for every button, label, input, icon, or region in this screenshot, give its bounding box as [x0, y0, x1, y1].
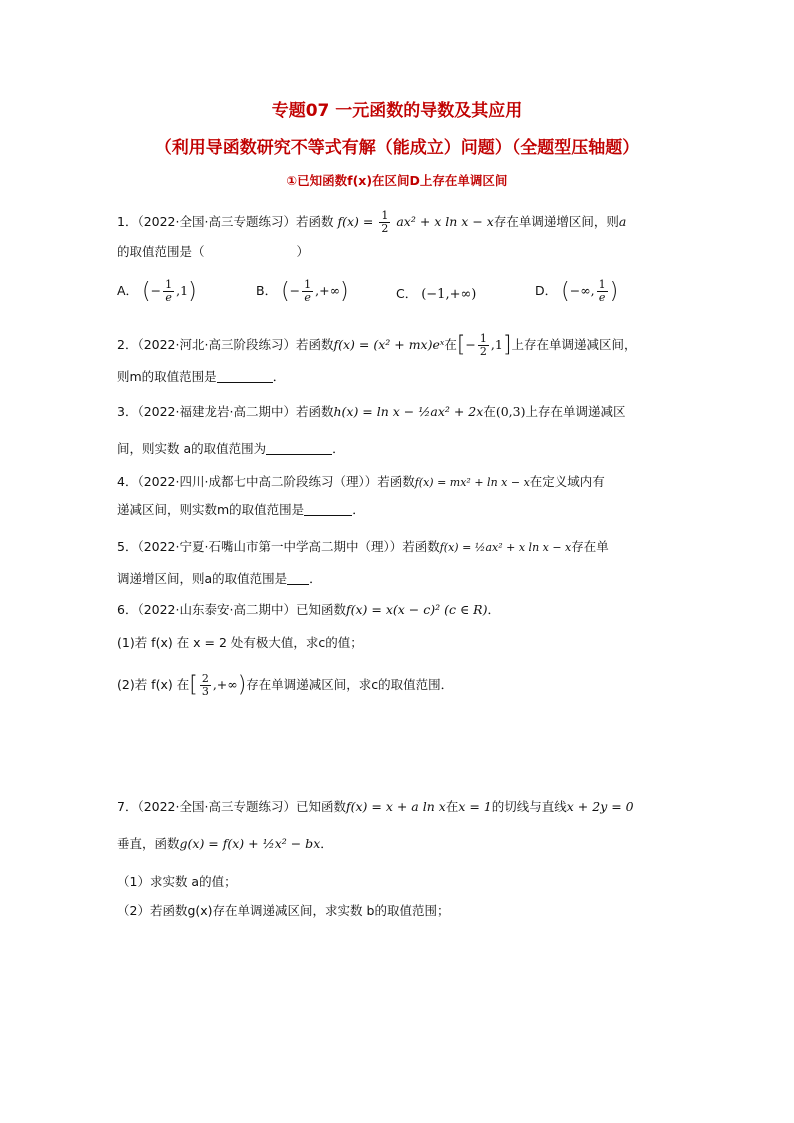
answer-blank[interactable]: [217, 368, 273, 383]
fraction-half: $\frac{1}{2}$: [381, 209, 389, 235]
question-6-part-1: (1)若 f(x) 在 x = 2 处有极大值，求c的值；: [117, 635, 363, 650]
question-3-line-2: 间，则实数 a的取值范围为 ．: [117, 441, 345, 456]
math-expression: f(x) = x + a ln x: [345, 799, 446, 814]
question-7-part-2: （2）若函数g(x)存在单调递减区间，求实数 b的取值范围；: [117, 903, 450, 918]
question-5-line-2: 调递增区间，则a的取值范围是 ．: [117, 571, 322, 586]
question-7-line-1: 7．（2022·全国·高三专题练习）已知函数f(x) = x + a ln x在x = 1的切线与直线x + 2y = 0: [117, 799, 634, 814]
answer-blank[interactable]: [304, 501, 352, 516]
math-expression: f(x) = (x² + mx)eˣ: [333, 337, 445, 352]
math-expression: f(x) = ½ax² + x ln x − x: [439, 541, 572, 554]
page-subtitle: （利用导函数研究不等式有解（能成立）问题）（全题型压轴题）: [154, 138, 640, 158]
question-4-line-1: 4．（2022·四川·成都七中高二阶段练习（理））若函数f(x) = mx² + ln x − x在定义域内有: [117, 474, 605, 489]
math-expression: h(x) = ln x − ½ax² + 2x: [333, 404, 484, 419]
question-number: 1．: [117, 214, 138, 229]
section-heading: ①已知函数f(x)在区间D上存在单调区间: [286, 173, 508, 188]
question-7-line-2: 垂直，函数g(x) = f(x) + ½x² − bx．: [117, 836, 333, 851]
question-7-part-1: （1）求实数 a的值；: [117, 874, 237, 889]
question-1-line-2: 的取值范围是（ ）: [117, 244, 310, 259]
question-3-line-1: 3．（2022·福建龙岩·高二期中）若函数h(x) = ln x − ½ax² + 2x在(0,3)上存在单调递减区: [117, 404, 626, 419]
math-expression: f(x) = mx² + ln x − x: [414, 476, 530, 489]
question-2-line-2: 则m的取值范围是 ．: [117, 369, 286, 384]
math-expression: ax² + x ln x − x: [396, 214, 494, 229]
question-6-part-2: (2)若 f(x) 在[ $\frac{2}{3}$ ,+∞)存在单调递减区间，求c的取值范围．: [117, 672, 454, 698]
question-6-line-1: 6．（2022·山东泰安·高二期中）已知函数f(x) = x(x − c)² (c ∈ R)．: [117, 602, 500, 617]
math-expression: f(x) =: [337, 214, 374, 229]
question-2-line-1: 2．（2022·河北·高三阶段练习）若函数f(x) = (x² + mx)eˣ在[− $\frac{1}{2}$ ,1]上存在单调递减区间，: [117, 332, 637, 358]
option-c[interactable]: C． (−1,+∞): [396, 286, 477, 302]
option-b[interactable]: B． (− $\frac{1}{e}$ ,+∞): [256, 278, 349, 304]
answer-blank[interactable]: [266, 440, 332, 455]
question-4-line-2: 递减区间，则实数m的取值范围是 ．: [117, 502, 365, 517]
math-expression: g(x) = f(x) + ½x² − bx: [179, 836, 321, 851]
math-expression: f(x) = x(x − c)² (c ∈ R): [345, 602, 488, 617]
question-5-line-1: 5．（2022·宁夏·石嘴山市第一中学高二期中（理））若函数f(x) = ½ax² + x ln x − x存在单: [117, 539, 609, 554]
question-1-line-1: 1．（2022·全国·高三专题练习）若函数 f(x) = $\frac{1}{2}$ ax² + x ln x − x存在单调递增区间，则a: [117, 209, 627, 235]
answer-blank[interactable]: [287, 570, 309, 585]
page-title: 专题07 一元函数的导数及其应用: [271, 101, 523, 121]
question-source: （2022·全国·高三专题练习）: [137, 214, 296, 229]
option-a[interactable]: A． (− $\frac{1}{e}$ ,1): [117, 278, 197, 304]
option-d[interactable]: D． (−∞, $\frac{1}{e}$ ): [535, 278, 619, 304]
